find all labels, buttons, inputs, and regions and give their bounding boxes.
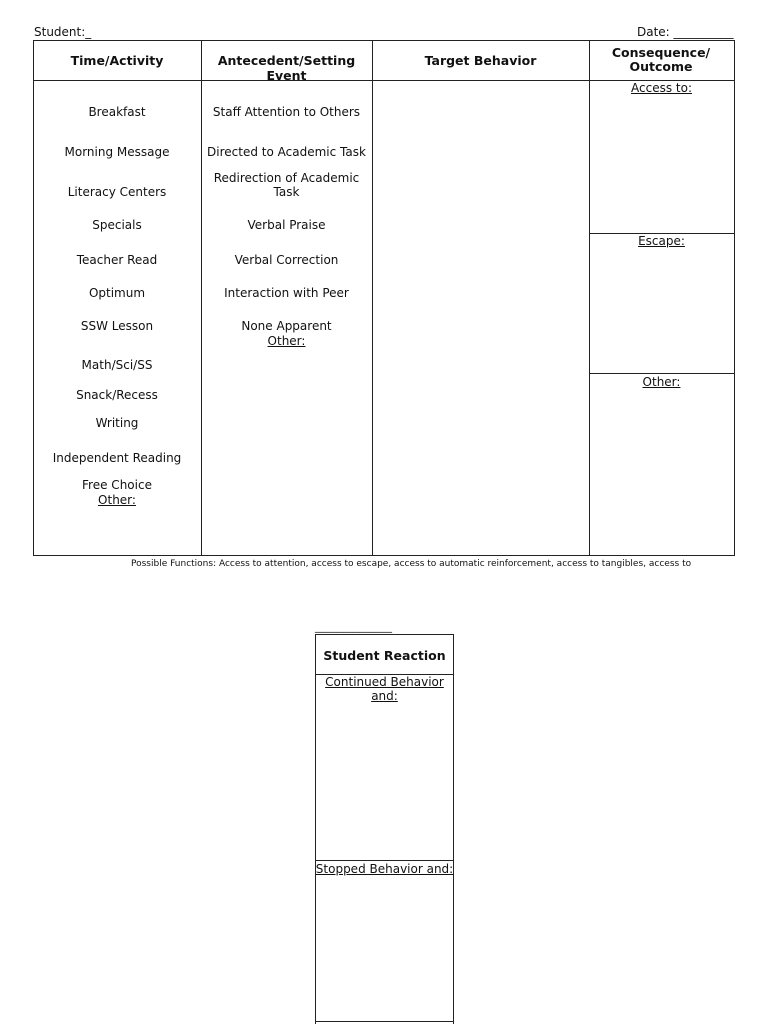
reaction-blank-line: ______________	[315, 620, 392, 633]
activity-item: Literacy Centers	[67, 185, 167, 199]
antecedent-other: Other:	[267, 334, 306, 348]
activity-item: Writing	[95, 416, 139, 430]
consequence-access: Access to:	[631, 81, 692, 95]
header-time-activity: Time/Activity	[70, 53, 164, 68]
antecedent-item: Staff Attention to Others	[212, 105, 361, 119]
student-label: Student:_	[34, 25, 92, 39]
activity-item: Math/Sci/SS	[81, 358, 153, 372]
activity-item: SSW Lesson	[80, 319, 154, 333]
activity-item: Free Choice	[82, 478, 152, 492]
activity-other: Other:	[98, 493, 136, 507]
antecedent-item: None Apparent	[241, 319, 332, 333]
antecedent-item: Verbal Praise	[247, 218, 326, 232]
activity-item: Snack/Recess	[76, 388, 158, 402]
activity-item: Specials	[92, 218, 142, 232]
header-target-behavior: Target Behavior	[424, 53, 537, 68]
reaction-stopped: Stopped Behavior and:	[315, 862, 454, 876]
header-antecedent: Antecedent/Setting Event	[217, 53, 356, 83]
header-student-reaction: Student Reaction	[323, 648, 446, 663]
consequence-other: Other:	[642, 375, 681, 389]
activity-item: Teacher Read	[76, 253, 158, 267]
reaction-continued: Continued Behavior and:	[325, 675, 444, 703]
antecedent-item: Directed to Academic Task	[207, 145, 366, 159]
antecedent-item: Interaction with Peer	[224, 286, 349, 300]
activity-item: Morning Message	[64, 145, 170, 159]
activity-item: Optimum	[88, 286, 146, 300]
header-consequence: Consequence/ Outcome	[611, 45, 711, 74]
antecedent-item: Verbal Correction	[234, 253, 339, 267]
antecedent-item: Redirection of Academic Task	[213, 171, 360, 199]
activity-item: Breakfast	[88, 105, 146, 119]
activity-item: Independent Reading	[52, 451, 182, 465]
date-label: Date: __________	[637, 25, 734, 39]
possible-functions-note: Possible Functions: Access to attention, access to escape, access to automatic reinforcement, access to tangibles, access to	[131, 559, 692, 569]
consequence-escape: Escape:	[638, 234, 685, 248]
